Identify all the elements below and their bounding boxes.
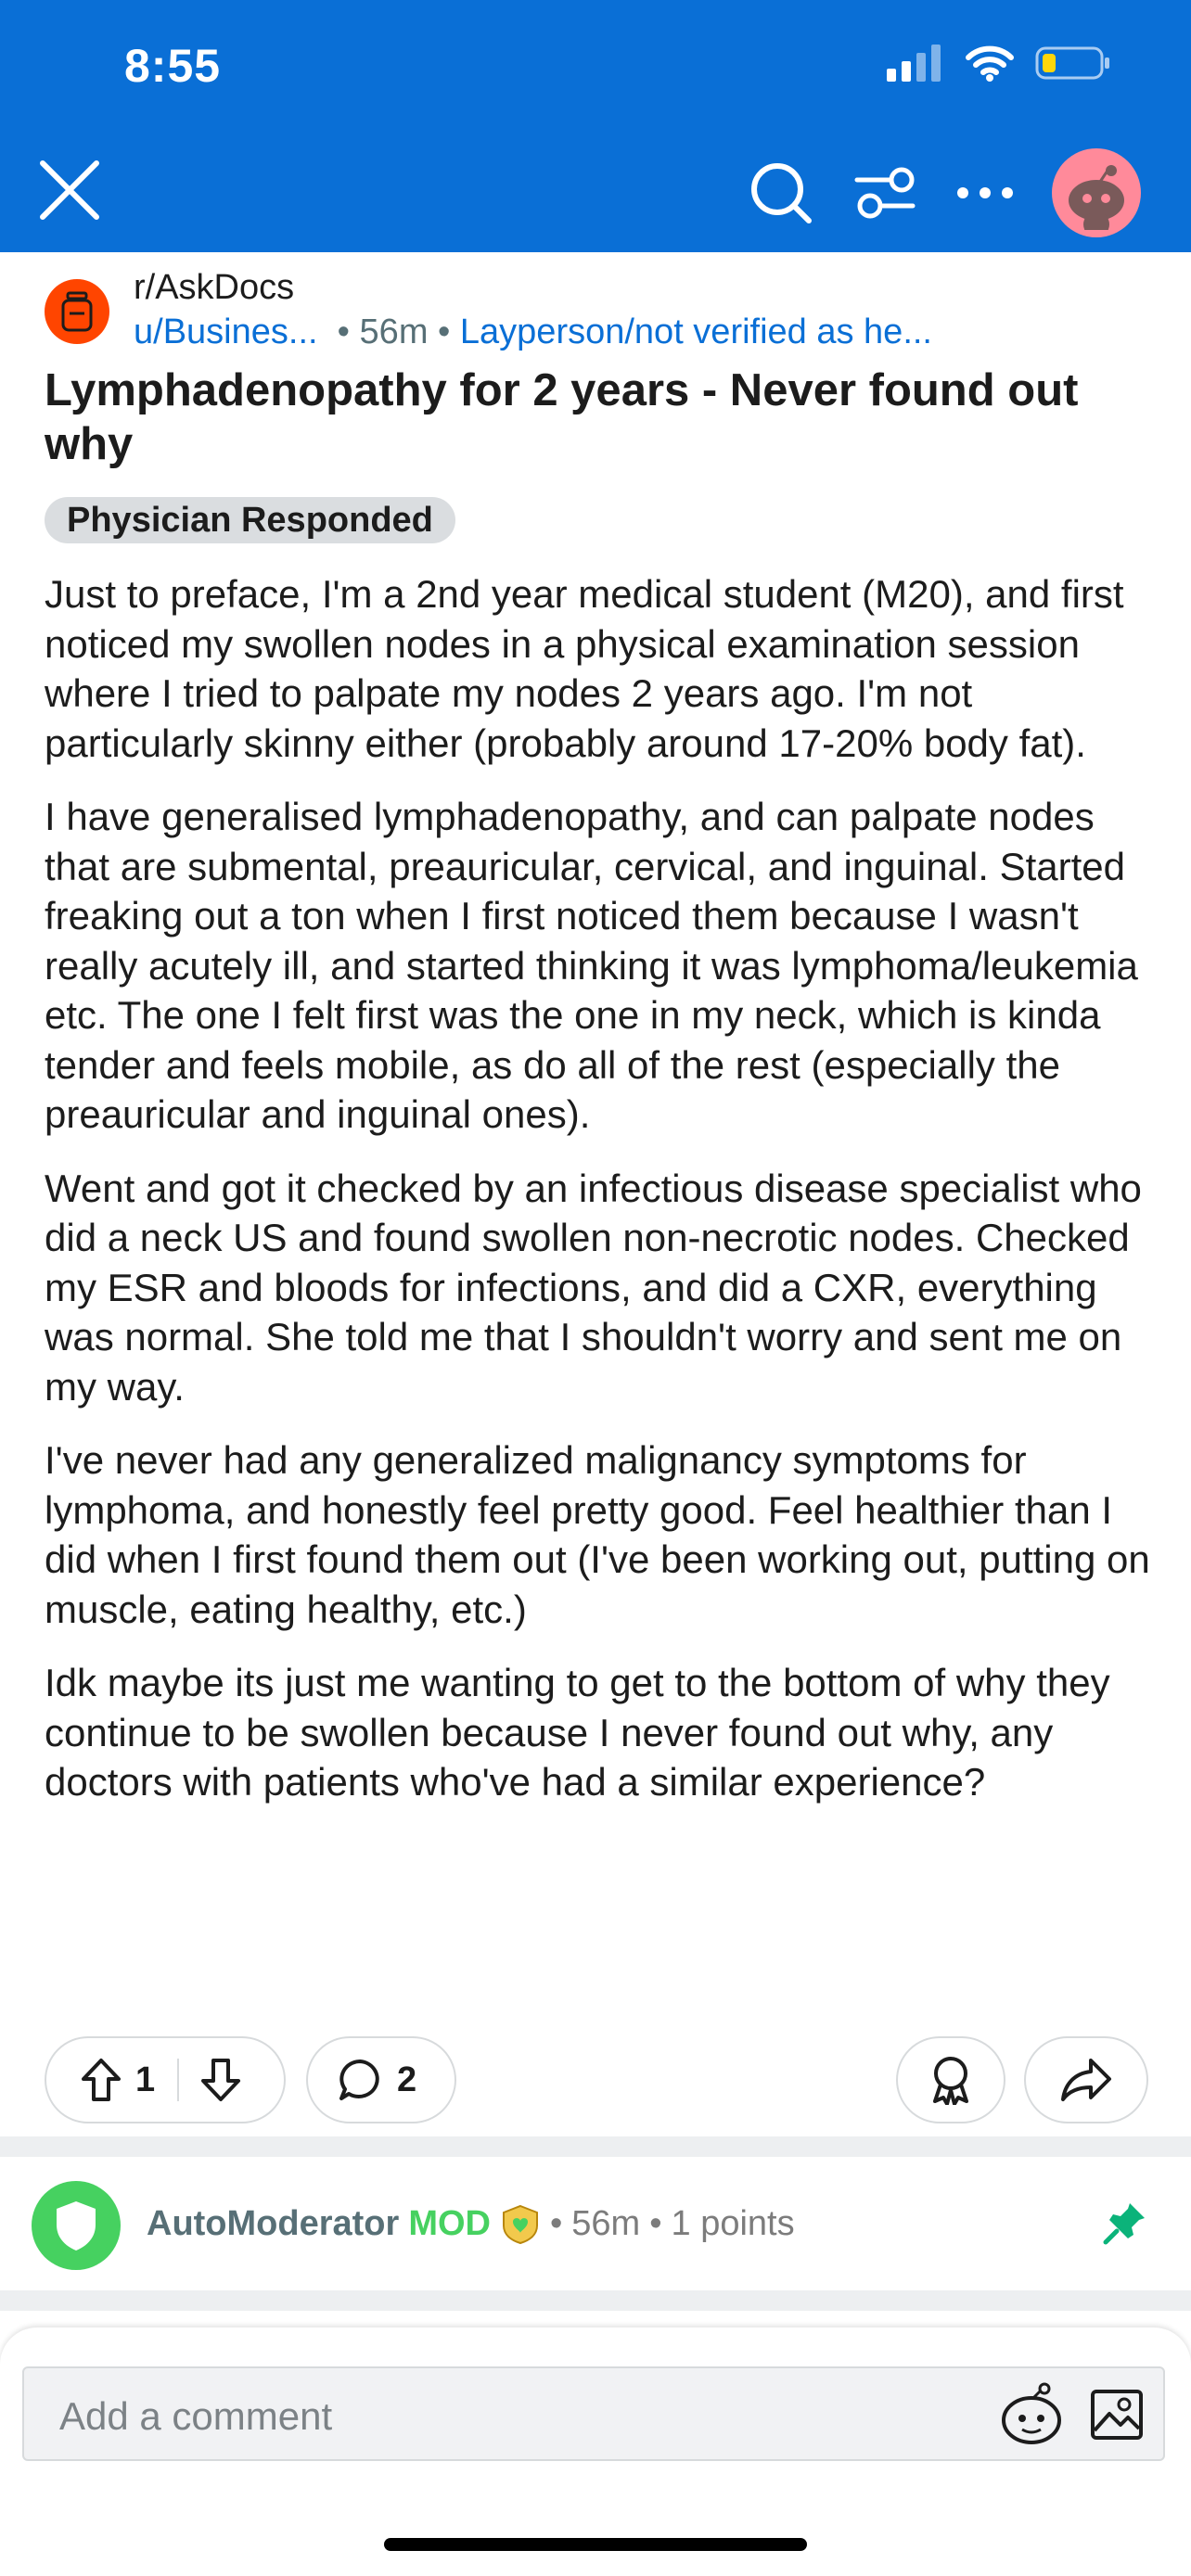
post-paragraph: Idk maybe its just me wanting to get to the bottom of why they continue to be swollen because I never found out why, any doctors with patients who've had a similar experience? [45, 1661, 1110, 1804]
mod-badge: MOD [408, 2203, 491, 2243]
comment-time: 56m [571, 2203, 641, 2243]
home-indicator[interactable] [384, 2538, 807, 2551]
signal-icon [887, 45, 944, 82]
medicine-bottle-icon [58, 291, 96, 332]
status-icons [887, 45, 1111, 82]
snoo-emoji-icon[interactable] [996, 2381, 1067, 2448]
post-flair[interactable]: Physician Responded [45, 497, 455, 543]
mod-shield-icon [500, 2203, 541, 2244]
post-title: Lymphadenopathy for 2 years - Never found out why [45, 365, 1079, 469]
post-paragraph: I've never had any generalized malignancy symptoms for lymphoma, and honestly feel pretty good. Feel healthier than I did when I first found them out (I've been working out, putting on muscle, eating healthy, etc.) [45, 1438, 1150, 1631]
post-meta [134, 312, 932, 352]
subreddit-name[interactable]: r/AskDocs [134, 268, 295, 307]
battery-icon [1035, 45, 1111, 82]
post-header [45, 264, 1148, 357]
close-icon[interactable] [37, 158, 102, 223]
comment-bubble-icon [338, 2058, 382, 2102]
user-flair: Layperson/not verified as he... [459, 312, 932, 351]
image-upload-icon[interactable] [1089, 2388, 1145, 2442]
shield-icon [53, 2199, 99, 2252]
snoo-avatar-icon [1059, 156, 1133, 230]
vote-divider [177, 2059, 179, 2101]
post-paragraph: Went and got it checked by an infectious disease specialist who did a neck US and found swollen non-necrotic nodes. Checked my ESR and bloods for infections, and did a CXR, everything was normal. She told me that I shouldn't worry and sent me on my way. [45, 1166, 1142, 1409]
section-divider [0, 2290, 1191, 2311]
vote-control [45, 2036, 286, 2123]
composer-icons [996, 2381, 1145, 2448]
comment-placeholder: Add a comment [59, 2394, 333, 2438]
share-arrow-icon [1059, 2057, 1113, 2103]
post-actions [45, 2036, 1148, 2125]
status-time: 8:55 [124, 40, 222, 92]
meta-dot: • [649, 2203, 662, 2243]
user-avatar[interactable] [1052, 148, 1141, 237]
downvote-icon[interactable] [199, 2057, 242, 2103]
comment-points: 1 points [671, 2203, 795, 2243]
post-time: 56m [359, 312, 429, 351]
meta-dot: • [549, 2203, 563, 2243]
comment-item [0, 2157, 1191, 2287]
subreddit-icon[interactable] [45, 279, 109, 344]
more-icon[interactable] [955, 184, 1015, 202]
mod-avatar[interactable] [32, 2181, 121, 2270]
award-button[interactable] [896, 2036, 1005, 2123]
meta-dot: • [327, 312, 360, 351]
comment-author[interactable]: AutoModerator [147, 2203, 400, 2243]
nav-actions [748, 148, 1141, 237]
comments-button[interactable] [306, 2036, 456, 2123]
post-author[interactable]: u/Busines... [134, 312, 318, 351]
post-body [45, 569, 1158, 1831]
post-paragraph: Just to preface, I'm a 2nd year medical student (M20), and first noticed my swollen nodes in a physical examination session where I tried to palpate my nodes 2 years ago. I'm not particularly skinny either (probably around 17-20% body fat). [45, 572, 1124, 765]
comment-input[interactable] [22, 2366, 1165, 2461]
section-divider [0, 2136, 1191, 2157]
share-button[interactable] [1024, 2036, 1148, 2123]
award-icon [928, 2055, 974, 2105]
comment-count: 2 [397, 2060, 417, 2099]
post-paragraph: I have generalised lymphadenopathy, and can palpate nodes that are submental, preauricular, cervical, and inguinal. Started freaking out a ton when I first noticed them because I wasn't really acutely ill, and started thinking it was lymphoma/leukemia etc. The one I felt first was the one in my neck, which is kinda tender and feels mobile, as do all of the rest (especially the preauricular and inguinal ones). [45, 795, 1138, 1136]
sliders-icon[interactable] [852, 163, 918, 223]
comment-meta [147, 2203, 795, 2244]
vote-count: 1 [135, 2060, 156, 2099]
wifi-icon [965, 45, 1015, 82]
upvote-icon[interactable] [80, 2057, 122, 2103]
search-icon[interactable] [748, 159, 814, 226]
pin-icon [1102, 2200, 1148, 2246]
top-bar [0, 0, 1191, 252]
meta-dot: • [438, 312, 460, 351]
